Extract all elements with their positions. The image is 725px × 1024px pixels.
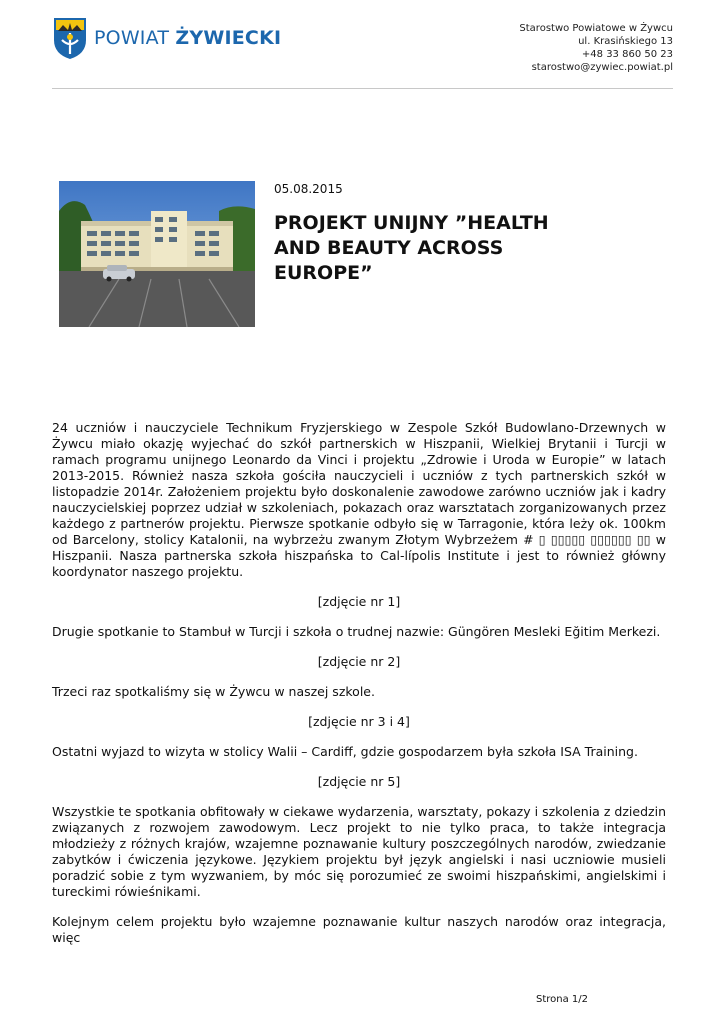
article-title: PROJEKT UNIJNY ”HEALTH AND BEAUTY ACROSS EUROPE” — [274, 212, 549, 284]
paragraph-intro: 24 uczniów i nauczyciele Technikum Fryzjerskiego w Zespole Szkół Budowlano-Drzewnych w Żywcu miało okazję wyjechać do szkół partnerskich w Hiszpanii, Wielkiej Brytanii i Turcji w ramach programu unijnego Leonardo da Vinci i projektu „Zdrowie i Uroda w Europie” w latach 2013-2015. Również nasza szkoła gościła nauczycieli i uczniów z tych partnerskich szkół w listopadzie 2014r. Założeniem projektu było doskonalenie zawodowe zarówno uczniów jak i kadry nauczycielskiej poprzez udział w szkoleniach, pokazach oraz warsztatach zorganizowanych przez każdego z partnerów projektu. Pierwsze spotkanie odbyło się w Tarragonie, która leży ok. 100km od Barcelony, stolicy Katalonii, na wybrzeżu zwanym Złotym Wybrzeżem # ▯ ▯▯▯▯▯ ▯▯▯▯▯▯ ▯▯ w Hiszpanii. Nasza partnerska szkoła hiszpańska to Cal-lípolis Institute i jest to również główny koordynator naszego projektu. — [52, 420, 666, 579]
photo-placeholder-5: [zdjęcie nr 5] — [317, 774, 401, 789]
paragraph-zywiec: Trzeci raz spotkaliśmy się w Żywcu w naszej szkole. — [52, 684, 375, 699]
article-body — [52, 420, 666, 960]
logo-wordmark — [94, 27, 281, 49]
contact-office: Starostwo Powiatowe w Żywcu — [519, 23, 673, 34]
paragraph-istanbul: Drugie spotkanie to Stambuł w Turcji i szkoła o trudnej nazwie: Güngören Mesleki Eğitim Merkezi. — [52, 624, 661, 639]
contact-address: ul. Krasińskiego 13 — [578, 36, 673, 47]
powiat-logo — [52, 16, 281, 60]
contact-block — [519, 22, 673, 74]
school-building-photo — [59, 181, 255, 327]
photo-placeholder-3-4: [zdjęcie nr 3 i 4] — [308, 714, 410, 729]
page-number: Strona 1/2 — [536, 994, 589, 1005]
article-date: 05.08.2015 — [274, 182, 343, 196]
photo-placeholder-1: [zdjęcie nr 1] — [317, 594, 401, 609]
contact-phone: +48 33 860 50 23 — [581, 49, 673, 60]
photo-placeholder-2: [zdjęcie nr 2] — [317, 654, 401, 669]
coat-of-arms-icon — [52, 16, 88, 60]
logo-word-powiat: POWIAT — [94, 27, 170, 49]
contact-email: starostwo@zywiec.powiat.pl — [531, 62, 673, 73]
paragraph-summary: Wszystkie te spotkania obfitowały w ciekawe wydarzenia, warsztaty, pokazy i szkolenia z dziedzin związanych z rozwojem zawodowym. Lecz projekt to nie tylko praca, to także integracja młodzieży z różnych krajów, wzajemne poznawanie kultury poszczególnych narodów, zwiedzanie zabytków i ćwiczenia językowe. Językiem projektu był język angielski i nasi uczniowie musieli poradzić sobie z tym wyzwaniem, by móc się porozumieć ze swoimi hiszpańskimi, angielskimi i tureckimi rówieśnikami. — [52, 804, 666, 899]
paragraph-continued: Kolejnym celem projektu było wzajemne poznawanie kultur naszych narodów oraz integracja, więc — [52, 914, 666, 945]
paragraph-cardiff: Ostatni wyjazd to wizyta w stolicy Walii – Cardiff, gdzie gospodarzem była szkoła ISA Training. — [52, 744, 638, 759]
logo-word-zywiecki: ŻYWIECKI — [175, 27, 282, 49]
header-divider — [52, 88, 673, 89]
